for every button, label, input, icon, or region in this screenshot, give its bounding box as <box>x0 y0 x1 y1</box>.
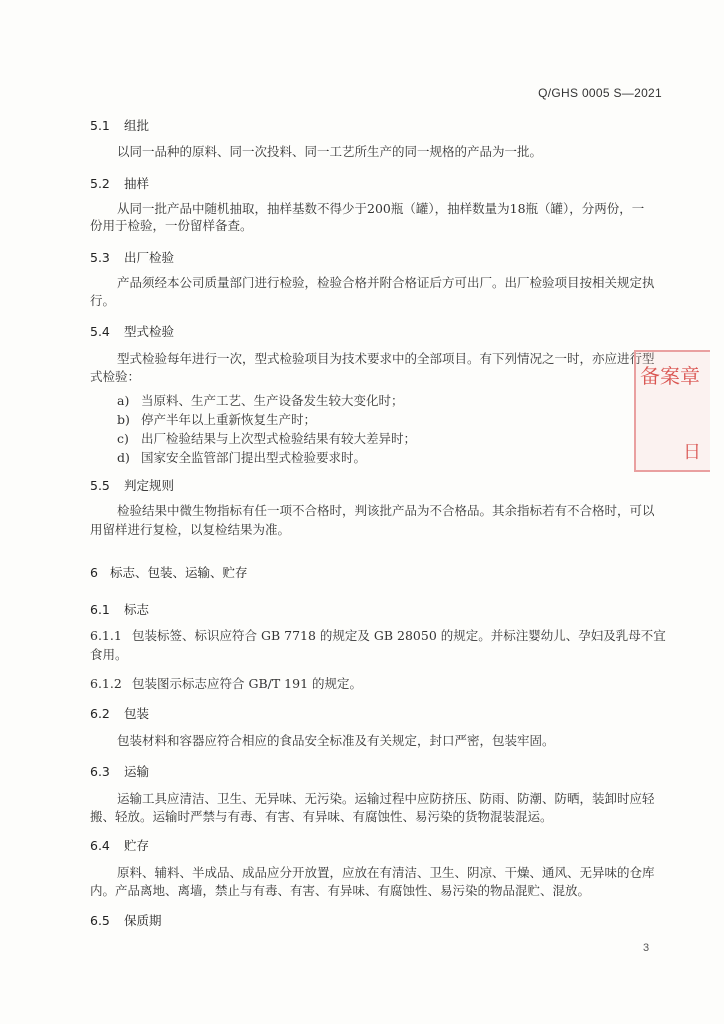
section-6-4-line-2: 内。产品离地、离墙，禁止与有毒、有害、有异味、有腐蚀性、易污染的物品混贮、混放。 <box>90 883 591 898</box>
list-item <box>117 391 404 409</box>
section-number: 6.4 <box>90 838 110 853</box>
section-6-4-line-1: 原料、辅料、半成品、成品应分开放置，应放在有清洁、卫生、阴凉、干燥、通风、无异味的仓库 <box>117 865 655 880</box>
section-title: 保质期 <box>124 913 162 928</box>
list-item <box>117 429 416 447</box>
section-title: 贮存 <box>124 838 150 853</box>
list-item <box>117 448 366 466</box>
section-number: 5.5 <box>90 478 110 493</box>
section-5-3-line-1: 产品须经本公司质量部门进行检验，检验合格并附合格证后方可出厂。出厂检验项目按相关规定执 <box>117 275 655 290</box>
section-number: 6.1 <box>90 602 110 617</box>
list-marker: b) <box>117 412 130 427</box>
chapter-6-heading <box>90 563 248 581</box>
clause-text: 包装图示标志应符合 GB/T 191 的规定。 <box>132 676 362 691</box>
standard-code-header: Q/GHS 0005 S—2021 <box>538 86 662 100</box>
list-text: 出厂检验结果与上次型式检验结果有较大差异时； <box>141 431 417 446</box>
section-title: 标志、包装、运输、贮存 <box>110 565 248 580</box>
section-title: 出厂检验 <box>124 250 175 265</box>
section-6-3-line-1: 运输工具应清洁、卫生、无异味、无污染。运输过程中应防挤压、防雨、防潮、防晒，装卸时应轻 <box>117 791 655 806</box>
section-6-1-2-line <box>90 673 362 695</box>
section-number: 6.5 <box>90 913 110 928</box>
section-5-3-heading <box>90 248 174 266</box>
section-5-3-line-2: 行。 <box>90 293 116 308</box>
section-number: 5.1 <box>90 118 110 133</box>
section-number: 5.3 <box>90 250 110 265</box>
section-number: 6 <box>90 565 98 580</box>
list-item <box>117 410 316 428</box>
section-title: 标志 <box>124 602 150 617</box>
section-6-3-heading <box>90 762 149 780</box>
section-5-4-heading <box>90 322 174 340</box>
section-title: 抽样 <box>124 176 150 191</box>
clause-number: 6.1.1 <box>90 628 122 643</box>
section-6-2-text: 包装材料和容器应符合相应的食品安全标准及有关规定，封口严密，包装牢固。 <box>117 733 555 748</box>
section-6-1-1-line-1 <box>90 625 666 647</box>
list-marker: a) <box>117 393 130 408</box>
list-text: 停产半年以上重新恢复生产时； <box>141 412 317 427</box>
list-text: 当原料、生产工艺、生产设备发生较大变化时； <box>141 393 404 408</box>
section-5-4-line-2: 式检验： <box>90 369 141 384</box>
list-text: 国家安全监管部门提出型式检验要求时。 <box>141 450 367 465</box>
section-5-1-heading <box>90 116 149 134</box>
section-number: 6.2 <box>90 706 110 721</box>
filing-stamp-text: 备案章 <box>640 364 700 388</box>
section-5-2-line-2: 份用于检验，一份留样备查。 <box>90 218 253 233</box>
section-5-4-line-1: 型式检验每年进行一次，型式检验项目为技术要求中的全部项目。有下列情况之一时，亦应进行型 <box>117 351 655 366</box>
section-5-5-heading <box>90 476 174 494</box>
page-number: 3 <box>643 942 650 954</box>
section-title: 型式检验 <box>124 324 175 339</box>
section-6-2-heading <box>90 704 149 722</box>
section-number: 5.2 <box>90 176 110 191</box>
list-marker: c) <box>117 431 129 446</box>
section-number: 5.4 <box>90 324 110 339</box>
section-title: 运输 <box>124 764 150 779</box>
section-6-5-heading <box>90 911 162 929</box>
filing-stamp-day: 日 <box>683 442 701 463</box>
clause-number: 6.1.2 <box>90 676 122 691</box>
section-6-3-line-2: 搬、轻放。运输时严禁与有毒、有害、有异味、有腐蚀性、易污染的货物混装混运。 <box>90 809 553 824</box>
section-title: 判定规则 <box>124 478 175 493</box>
section-5-1-text: 以同一品种的原料、同一次投料、同一工艺所生产的同一规格的产品为一批。 <box>117 144 543 159</box>
list-marker: d) <box>117 450 130 465</box>
section-title: 组批 <box>124 118 150 133</box>
section-5-5-line-2: 用留样进行复检，以复检结果为准。 <box>90 522 291 537</box>
section-6-4-heading <box>90 836 149 854</box>
section-5-2-line-1: 从同一批产品中随机抽取，抽样基数不得少于200瓶（罐），抽样数量为18瓶（罐），分两份，一 <box>117 201 645 216</box>
section-title: 包装 <box>124 706 150 721</box>
section-number: 6.3 <box>90 764 110 779</box>
section-5-5-line-1: 检验结果中微生物指标有任一项不合格时，判该批产品为不合格品。其余指标若有不合格时，可以 <box>117 503 655 518</box>
section-6-1-heading <box>90 600 149 618</box>
section-6-1-1-line-2: 食用。 <box>90 647 128 662</box>
clause-text: 包装标签、标识应符合 GB 7718 的规定及 GB 28050 的规定。并标注婴幼儿、孕妇及乳母不宜 <box>132 628 666 643</box>
section-5-2-heading <box>90 174 149 192</box>
